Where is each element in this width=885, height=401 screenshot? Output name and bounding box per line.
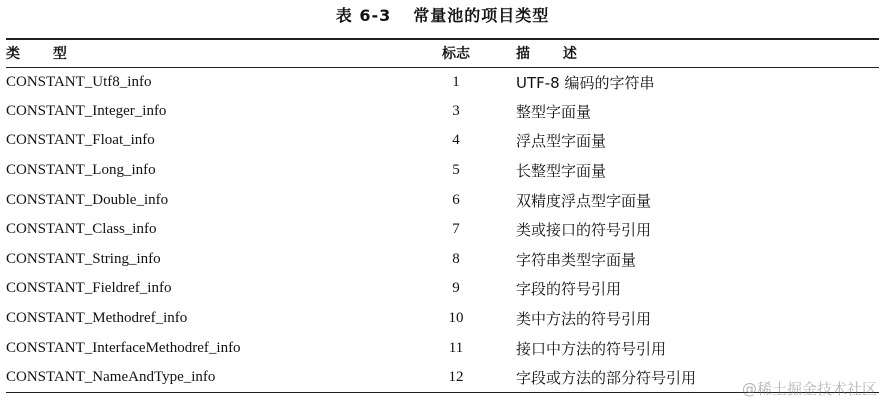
header-row bbox=[6, 39, 879, 67]
header-flag: 标志 bbox=[396, 39, 516, 67]
cell-desc: UTF-8 编码的字符串 bbox=[516, 73, 655, 92]
table-row bbox=[6, 67, 879, 97]
table-row bbox=[6, 274, 879, 304]
constant-pool-table bbox=[6, 38, 879, 393]
table-row bbox=[6, 156, 879, 186]
cell-flag: 1 bbox=[452, 73, 460, 90]
cell-flag: 8 bbox=[452, 250, 460, 267]
table-number: 表 6-3 bbox=[335, 6, 392, 25]
cell-flag: 6 bbox=[452, 191, 460, 208]
cell-type: CONSTANT_Fieldref_info bbox=[6, 280, 172, 297]
cell-desc: 字符串类型字面量 bbox=[516, 250, 637, 269]
header-type: 类 型 bbox=[6, 39, 396, 67]
cell-desc: 浮点型字面量 bbox=[516, 132, 607, 151]
cell-type: CONSTANT_Long_info bbox=[6, 162, 156, 179]
watermark: @稀土掘金技术社区 bbox=[741, 380, 877, 398]
cell-desc: 类中方法的符号引用 bbox=[516, 310, 652, 329]
table-title: 常量池的项目类型 bbox=[413, 6, 550, 25]
cell-type: CONSTANT_Double_info bbox=[6, 191, 169, 208]
cell-flag: 11 bbox=[448, 339, 464, 356]
cell-desc: 长整型字面量 bbox=[516, 162, 607, 181]
cell-type: CONSTANT_Utf8_info bbox=[6, 73, 152, 90]
cell-flag: 5 bbox=[452, 162, 460, 179]
cell-desc: 接口中方法的符号引用 bbox=[516, 339, 667, 358]
table-row bbox=[6, 215, 879, 245]
cell-flag: 12 bbox=[396, 363, 516, 393]
cell-type: CONSTANT_NameAndType_info bbox=[6, 363, 396, 393]
table-row bbox=[6, 304, 879, 334]
cell-flag: 9 bbox=[452, 280, 460, 297]
table-row bbox=[6, 245, 879, 275]
cell-desc: 字段的符号引用 bbox=[516, 280, 622, 299]
cell-type: CONSTANT_Class_info bbox=[6, 221, 157, 238]
cell-type: CONSTANT_InterfaceMethodref_info bbox=[6, 339, 241, 356]
cell-flag: 3 bbox=[452, 102, 460, 119]
cell-desc: 整型字面量 bbox=[516, 102, 592, 121]
cell-type: CONSTANT_Float_info bbox=[6, 132, 155, 149]
table-row bbox=[6, 185, 879, 215]
cell-flag: 7 bbox=[452, 221, 460, 238]
cell-type: CONSTANT_String_info bbox=[6, 250, 161, 267]
cell-flag: 10 bbox=[448, 310, 464, 327]
cell-desc: 类或接口的符号引用 bbox=[516, 221, 652, 240]
table-row bbox=[6, 97, 879, 127]
cell-desc: 字段或方法的部分符号引用 bbox=[516, 363, 879, 393]
table-row bbox=[6, 333, 879, 363]
cell-flag: 4 bbox=[452, 132, 460, 149]
table-row bbox=[6, 126, 879, 156]
header-desc: 描 述 bbox=[516, 39, 879, 67]
cell-type: CONSTANT_Integer_info bbox=[6, 102, 167, 119]
cell-desc: 双精度浮点型字面量 bbox=[516, 191, 652, 210]
cell-type: CONSTANT_Methodref_info bbox=[6, 310, 188, 327]
table-caption bbox=[0, 4, 885, 28]
